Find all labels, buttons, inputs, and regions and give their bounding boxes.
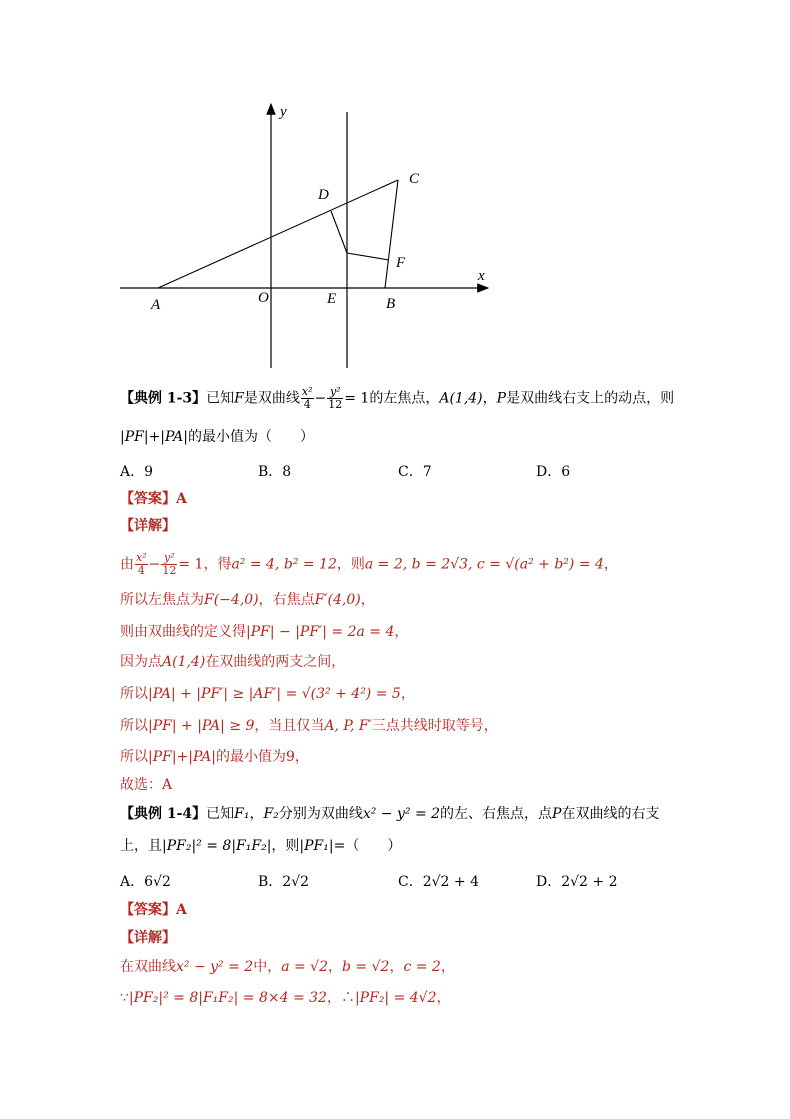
label-y: y <box>280 104 287 120</box>
geometry-figure <box>0 0 790 384</box>
ex14-stem-line2: 上，且|PF₂|² = 8|F₁F₂|，则|PF₁|=（ ） <box>120 838 402 854</box>
fraction-x2-4: $\frac{\text{x²}}{4}$ <box>301 385 313 411</box>
ex13-answer: 【答案】A <box>120 491 187 507</box>
figure-svg <box>0 0 790 380</box>
fraction-y2-12: $\frac{\text{y²}}{12}$ <box>328 385 343 411</box>
segment-d-to-line <box>331 211 347 253</box>
ex13-solution-line5: 所以|PA| + |PF′| ≥ |AF′| = √(3² + 4²) = 5， <box>120 686 415 702</box>
ex13-solution-line2: 所以左焦点为F(−4,0)，右焦点F′(4,0)， <box>120 592 375 608</box>
label-c: C <box>409 171 420 187</box>
ex13-stem-line1: 【典例 1-3】已知F是双曲线 $\frac{\text{x²}}{4}$ − $\frac{\text{y²}}{12}$ = 1的左焦点，A(1,4)，P是双曲线右支上的动点，则 <box>120 385 675 411</box>
ex13-option-c[interactable]: C．7 <box>398 464 432 480</box>
ex14-solution-line1: 在双曲线x² − y² = 2中，a = √2，b = √2，c = 2， <box>120 959 455 975</box>
label-f: F <box>396 255 406 271</box>
ex14-solution-line2: ∵|PF₂|² = 8|F₁F₂| = 8×4 = 32，∴|PF₂| = 4√2， <box>120 990 451 1006</box>
ex14-option-b[interactable]: B．2√2 <box>258 874 310 890</box>
ex13-option-b[interactable]: B．8 <box>258 464 292 480</box>
label-b: B <box>386 296 396 312</box>
ex13-stem-line2: |PF|+|PA|的最小值为（ ） <box>120 429 314 445</box>
ex14-stem-line1: 【典例 1-4】已知F₁，F₂分别为双曲线x² − y² = 2的左、右焦点，点P在双曲线的右支 <box>120 806 660 822</box>
ex14-answer: 【答案】A <box>120 902 187 918</box>
ex13-option-d[interactable]: D．6 <box>536 464 571 480</box>
segment-ac <box>158 180 398 288</box>
ex14-heading: 【典例 1-4】 <box>120 806 207 822</box>
segment-cb <box>385 180 398 288</box>
ex13-heading: 【典例 1-3】 <box>120 390 207 407</box>
ex13-solution-line6: 所以|PF| + |PA| ≥ 9，当且仅当A, P, F′三点共线时取等号， <box>120 718 498 734</box>
label-a: A <box>151 297 161 313</box>
label-d: D <box>318 187 329 203</box>
label-e: E <box>327 291 337 307</box>
segment-line-to-f <box>347 253 389 260</box>
ex13-option-a[interactable]: A．9 <box>120 464 154 480</box>
ex13-detail-label: 【详解】 <box>120 518 176 534</box>
ex13-solution-choice: 故选：A <box>120 777 173 793</box>
ex14-option-c[interactable]: C．2√2 + 4 <box>398 874 479 890</box>
ex14-detail-label: 【详解】 <box>120 930 176 946</box>
ex13-solution-line4: 因为点A(1,4)在双曲线的两支之间， <box>120 654 346 670</box>
ex13-solution-line7: 所以|PF|+|PA|的最小值为9， <box>120 749 309 765</box>
ex13-solution-line3: 则由双曲线的定义得|PF| − |PF′| = 2a = 4， <box>120 624 409 640</box>
label-o: O <box>258 290 269 306</box>
label-x: x <box>478 268 485 284</box>
ex14-option-a[interactable]: A．6√2 <box>120 874 171 890</box>
ex13-solution-line1: 由 $\frac{\text{x²}}{4}$ − $\frac{\text{y²}}{12}$ = 1，得a² = 4, b² = 12，则a = 2, b = 2√3, c = √(a² + b²) = 4， <box>120 551 618 577</box>
ex14-option-d[interactable]: D．2√2 + 2 <box>536 874 618 890</box>
